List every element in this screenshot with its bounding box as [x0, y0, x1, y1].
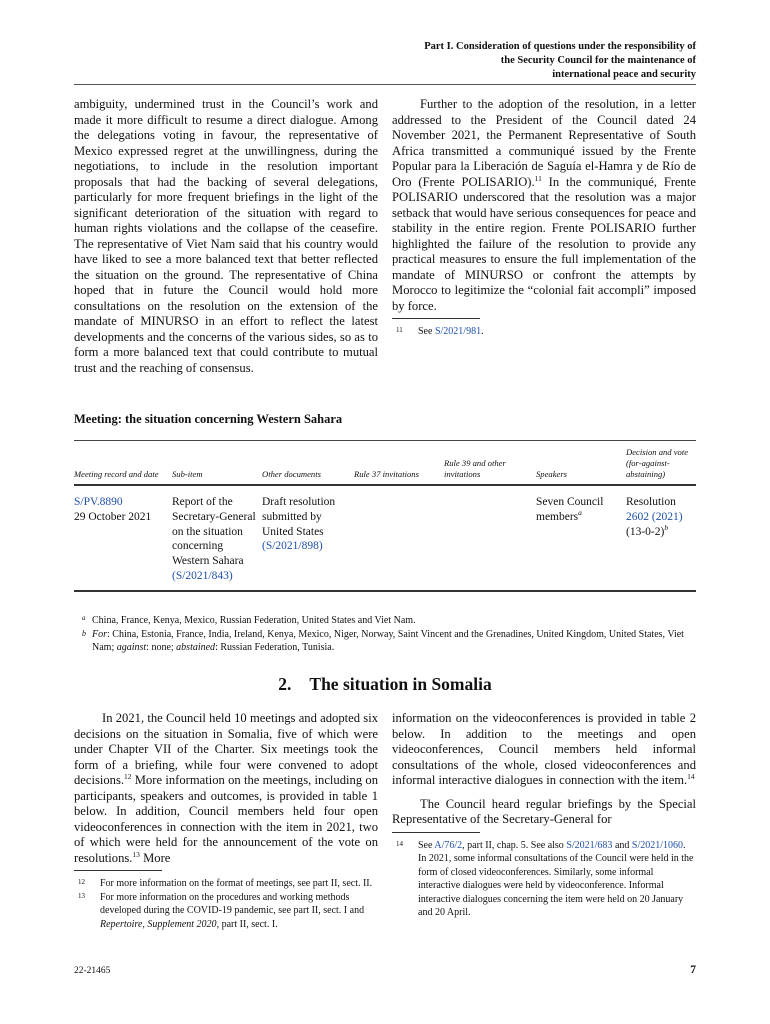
cell-rule39 [444, 485, 536, 591]
page-number: 7 [690, 964, 696, 976]
section-title: The situation in Somalia [309, 674, 492, 694]
section-heading [150, 674, 620, 695]
footnote-13: 13 For more information on the procedures and working methods developed during the COVID-19 pandemic, see part II, sect. I and Repertoire, Supplement 2020, part II, sect. I. [78, 891, 365, 930]
link-resolution-2602[interactable]: 2602 (2021) [626, 510, 683, 523]
col-header-rule37: Rule 37 invitations [354, 441, 444, 486]
footnote-12: 12 For more information on the format of meetings, see part II, sect. II. [78, 878, 373, 889]
footnote-rule [392, 832, 480, 833]
meeting-table [74, 440, 696, 592]
link-s-pv-8890[interactable]: S/PV.8890 [74, 496, 123, 508]
meeting-title: Meeting: the situation concerning Western Sahara [74, 412, 343, 426]
cell-speakers: Seven Council members$^a$ [536, 485, 626, 591]
table-note-b: b For: China, Estonia, France, India, Ireland, Kenya, Mexico, Niger, Norway, Saint Vincent and the Grenadines, United Kingdom, United States, Viet Nam; against: none; abstained: Russian Federation, Tunisia. [82, 628, 684, 653]
col-header-record: Meeting record and date [74, 441, 172, 486]
somalia-right-paragraph-2: The Council heard regular briefings by the Special Representative of the Secretary-General for [392, 796, 696, 826]
link-s-2021-981[interactable]: S/2021/981 [434, 326, 482, 337]
footnote-ref-11[interactable]: 11 [534, 173, 542, 183]
footnote-14: 14 See A/76/2, part II, chap. 5. See also S/2021/683 and S/2021/1060. In 2021, some informal consultations of the Council were held in the form of closed videoconferences. Similarly, some informal interactive dialogues were held by videoconference. Informal interactive dialogues concerning the item were held on 20 January and 20 April. [396, 839, 694, 918]
table-notes [82, 614, 694, 655]
cell-decision: Resolution 2602 (2021) $(13-0-2)^b$ [626, 485, 696, 591]
cell-other-docs: Draft resolution submitted by United States (S/2021/898) [262, 485, 354, 591]
document-id: 22-21465 [74, 966, 111, 976]
col-header-decision: Decision and vote (for-against-abstaining) [626, 441, 696, 486]
cell-record [74, 485, 172, 591]
footnote-ref-14[interactable]: 14 [687, 771, 695, 781]
somalia-left-column [74, 711, 378, 931]
link-s-2021-843[interactable]: (S/2021/843) [172, 569, 233, 582]
cell-rule37 [354, 485, 444, 591]
col-header-subitem: Sub-item [172, 441, 262, 486]
cell-subitem: Report of the Secretary-General on the situation concerning Western Sahara (S/2021/843) [172, 485, 262, 591]
table-header-row [74, 441, 696, 486]
footnote-ref-13[interactable]: 13 [132, 849, 140, 859]
col-header-speakers: Speakers [536, 441, 626, 486]
footnote-rule [74, 870, 162, 871]
header-line-1: Part I. Consideration of questions under the responsibility of [424, 41, 696, 52]
somalia-right-column [392, 711, 696, 920]
header-rule [74, 84, 696, 85]
table-row [74, 485, 696, 591]
footnote-11: 11 See S/2021/981. [396, 326, 484, 337]
footnote-rule [392, 318, 480, 319]
somalia-right-paragraph-1: information on the videoconferences is provided in table 2 below. In addition to the meetings and open videoconferences, Council members held informal consultations of the whole, closed videoconferences and informal interactive dialogues in connection with the item.$^{14}$ [392, 711, 696, 787]
link-s-2021-1060[interactable]: S/2021/1060 [631, 839, 684, 851]
right-column-top [392, 97, 696, 339]
header-line-2: the Security Council for the maintenance of [500, 55, 696, 66]
header-line-3: international peace and security [552, 69, 696, 80]
col-header-other-docs: Other documents [262, 441, 354, 486]
col-header-rule39: Rule 39 and other invitations [444, 441, 536, 486]
link-a-76-2[interactable]: A/76/2 [434, 839, 463, 851]
link-s-2021-683[interactable]: S/2021/683 [566, 839, 613, 851]
left-paragraph: ambiguity, undermined trust in the Council’s work and made it more difficult to resume a direct dialogue. Among the delegations voting in favour, the representative of Mexico expressed regret at the unwillingness, during the negotiations, to include in the resolution important proposals that had the backing of several delegations, particularly for more frequent briefings in the light of the significant deterioration of the situation with regard to human rights violations and the collapse of the ceasefire. The representative of Viet Nam said that his country would have liked to see a more balanced text that better reflected the situation on the ground. The representative of China hoped that in future the Council would hold more consultations on the resolution on the extension of the mandate of MINURSO in an effort to reflect the latest developments and the concerns of the various sides, so as to form a more balanced text that could contribute to mutual trust and the reaching of consensus. [74, 97, 378, 375]
section-number: 2. [278, 674, 292, 694]
running-header [296, 40, 696, 82]
link-s-2021-898[interactable]: (S/2021/898) [262, 540, 323, 553]
vote-count: (13-0-2) [626, 525, 665, 538]
footnote-ref-12[interactable]: 12 [124, 771, 132, 781]
meeting-date: 29 October 2021 [74, 510, 152, 523]
somalia-left-paragraph: In 2021, the Council held 10 meetings and adopted six decisions on the situation in Somalia, five of which were under Chapter VII of the Charter. Six meetings took the form of a briefing, while four were convened to adopt decisions.$^{12}$ More information on the meetings, including on participants, speakers and outcomes, is provided in table 1 below. In addition, Council members held four open videoconferences in connection with the item in 2021, two of which were held for the announcement of the vote on resolutions.$^{13}$ More [74, 711, 378, 865]
right-paragraph: Further to the adoption of the resolution, in a letter addressed to the President of the Council dated 24 November 2021, the Permanent Representative of South Africa transmitted a communiqué issued by the Frente Popular para la Liberación de Saguía el-Hamra y de Río de Oro (Frente POLISARIO).$^{11}$ In the communiqué, Frente POLISARIO underscored that the resolution was a major setback that would have serious consequences for peace and stability in the entire region. Frente POLISARIO further highlighted the failure of the resolution to provide any practical measures to ensure the full implementation of the mandate of MINURSO or confront the attempts by Morocco to legitimize the “colonial fait accompli” imposed by force. [392, 97, 696, 313]
table-note-a: a China, France, Kenya, Mexico, Russian Federation, United States and Viet Nam. [82, 614, 416, 626]
left-column-top [74, 97, 378, 376]
